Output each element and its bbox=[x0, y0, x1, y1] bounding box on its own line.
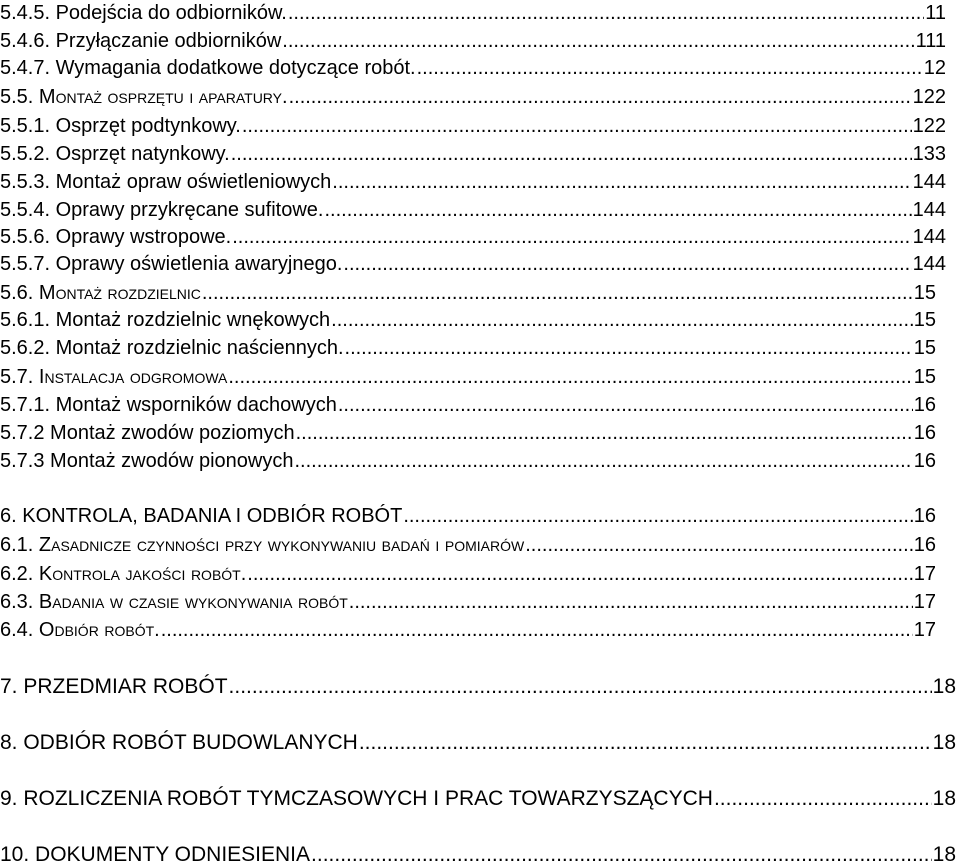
toc-entry-label: 5.5. Montaż osprzętu i aparatury. bbox=[0, 86, 288, 108]
toc-entry bbox=[0, 503, 936, 529]
toc-entry-label: 5.6.1. Montaż rozdzielnic wnękowych bbox=[0, 309, 331, 331]
toc-entry-label: 5.4.5. Podejścia do odbiorników. bbox=[0, 2, 287, 24]
toc-entry-page: 16 bbox=[913, 534, 936, 556]
toc-entry bbox=[0, 448, 936, 474]
toc-entry-page: 16 bbox=[913, 422, 936, 444]
toc-entry bbox=[0, 0, 946, 26]
toc-entry-label: 5.5.1. Osprzęt podtynkowy. bbox=[0, 115, 241, 137]
dot-leader bbox=[232, 224, 911, 250]
toc-entry bbox=[0, 364, 936, 390]
toc-entry-label: 8. ODBIÓR ROBÓT BUDOWLANYCH bbox=[0, 731, 358, 754]
toc-entry-label: 5.5.6. Oprawy wstropowe. bbox=[0, 226, 232, 248]
dot-leader bbox=[289, 84, 912, 110]
toc-entry-page: 15 bbox=[913, 309, 936, 331]
toc-entry-page: 18 bbox=[932, 787, 956, 810]
toc-entry bbox=[0, 113, 946, 139]
toc-entry-label: 6.4. Odbiór robót. bbox=[0, 619, 160, 641]
dot-leader bbox=[331, 307, 913, 333]
toc-entry-label: 9. ROZLICZENIA ROBÓT TYMCZASOWYCH I PRAC TOWARZYSZĄCYCH bbox=[0, 787, 713, 810]
toc-entry-label: 5.7.2 Montaż zwodów poziomych bbox=[0, 422, 295, 444]
dot-leader bbox=[202, 280, 913, 306]
toc-entry-page: 18 bbox=[932, 843, 956, 866]
dot-leader bbox=[343, 251, 911, 277]
toc-entry bbox=[0, 224, 946, 250]
dot-leader bbox=[242, 113, 912, 139]
toc-entry bbox=[0, 674, 956, 700]
dot-leader bbox=[324, 197, 911, 223]
toc-entry bbox=[0, 532, 936, 558]
toc-entry-page: 16 bbox=[913, 505, 936, 527]
toc-entry bbox=[0, 28, 946, 54]
toc-entry bbox=[0, 280, 936, 306]
toc-entry-label: 5.5.2. Osprzęt natynkowy. bbox=[0, 143, 230, 165]
toc-entry-page: 122 bbox=[912, 115, 946, 137]
dot-leader bbox=[714, 786, 932, 812]
toc-entry bbox=[0, 141, 946, 167]
dot-leader bbox=[345, 335, 913, 361]
toc-entry-label: 5.5.7. Oprawy oświetlenia awaryjnego. bbox=[0, 253, 343, 275]
toc-entry bbox=[0, 55, 946, 81]
dot-leader bbox=[332, 169, 911, 195]
toc-entry-label: 7. PRZEDMIAR ROBÓT bbox=[0, 675, 228, 698]
toc-entry-label: 6.1. Zasadnicze czynności przy wykonywaniu badań i pomiarów bbox=[0, 534, 525, 556]
dot-leader bbox=[282, 28, 914, 54]
toc-entry-label: 6.2. Kontrola jakości robót. bbox=[0, 563, 247, 585]
toc-entry-page: 18 bbox=[932, 675, 956, 698]
toc-entry bbox=[0, 786, 956, 812]
toc-entry-page: 16 bbox=[913, 394, 936, 416]
dot-leader bbox=[247, 561, 912, 587]
toc-entry bbox=[0, 420, 936, 446]
toc-entry-label: 5.5.4. Oprawy przykręcane sufitowe. bbox=[0, 199, 324, 221]
dot-leader bbox=[359, 730, 932, 756]
toc-entry bbox=[0, 730, 956, 756]
dot-leader bbox=[417, 55, 923, 81]
dot-leader bbox=[349, 589, 913, 615]
toc-entry-label: 5.4.6. Przyłączanie odbiorników bbox=[0, 30, 282, 52]
toc-entry bbox=[0, 169, 946, 195]
toc-entry-page: 18 bbox=[932, 731, 956, 754]
toc-entry-page: 15 bbox=[913, 366, 936, 388]
dot-leader bbox=[288, 0, 924, 26]
dot-leader bbox=[296, 420, 913, 446]
dot-leader bbox=[525, 532, 913, 558]
toc-entry bbox=[0, 335, 936, 361]
dot-leader bbox=[311, 842, 932, 868]
toc-entry-page: 17 bbox=[913, 619, 936, 641]
dot-leader bbox=[231, 141, 912, 167]
toc-entry-page: 17 bbox=[913, 591, 936, 613]
toc-entry-page: 15 bbox=[913, 282, 936, 304]
toc-entry-page: 144 bbox=[912, 253, 946, 275]
toc-entry-label: 5.6.2. Montaż rozdzielnic naściennych. bbox=[0, 337, 344, 359]
toc-entry-label: 5.7.3 Montaż zwodów pionowych bbox=[0, 450, 294, 472]
toc-entry bbox=[0, 561, 936, 587]
toc-entry-label: 5.6. Montaż rozdzielnic bbox=[0, 282, 201, 304]
dot-leader bbox=[228, 364, 912, 390]
dot-leader bbox=[161, 617, 913, 643]
dot-leader bbox=[338, 392, 913, 418]
toc-entry-label: 10. DOKUMENTY ODNIESIENIA bbox=[0, 843, 311, 866]
toc-entry-page: 144 bbox=[912, 226, 946, 248]
toc-entry-label: 5.5.3. Montaż opraw oświetleniowych bbox=[0, 171, 332, 193]
toc-entry-page: 15 bbox=[913, 337, 936, 359]
toc-entry-label: 6.3. Badania w czasie wykonywania robót bbox=[0, 591, 348, 613]
toc-entry-page: 16 bbox=[913, 450, 936, 472]
toc-entry bbox=[0, 617, 936, 643]
toc-entry-page: 122 bbox=[912, 86, 946, 108]
toc-entry bbox=[0, 392, 936, 418]
toc-entry-page: 12 bbox=[923, 57, 946, 79]
toc-entry-label: 5.7. Instalacja odgromowa bbox=[0, 366, 228, 388]
toc-entry bbox=[0, 307, 936, 333]
toc-entry-label: 5.4.7. Wymagania dodatkowe dotyczące robót. bbox=[0, 57, 416, 79]
toc-entry bbox=[0, 197, 946, 223]
toc-entry bbox=[0, 842, 956, 868]
toc-entry bbox=[0, 251, 946, 277]
dot-leader bbox=[403, 503, 912, 529]
toc-entry-page: 133 bbox=[912, 143, 946, 165]
toc-entry-page: 144 bbox=[912, 199, 946, 221]
toc-entry-page: 17 bbox=[913, 563, 936, 585]
dot-leader bbox=[295, 448, 913, 474]
dot-leader bbox=[229, 674, 932, 700]
toc-entry-page: 11 bbox=[925, 2, 946, 24]
toc-entry-label: 6. KONTROLA, BADANIA I ODBIÓR ROBÓT bbox=[0, 505, 403, 527]
toc-entry bbox=[0, 84, 946, 110]
toc-entry-page: 144 bbox=[912, 171, 946, 193]
toc-entry-label: 5.7.1. Montaż wsporników dachowych bbox=[0, 394, 337, 416]
toc-entry-page: 111 bbox=[915, 30, 946, 52]
toc-entry bbox=[0, 589, 936, 615]
